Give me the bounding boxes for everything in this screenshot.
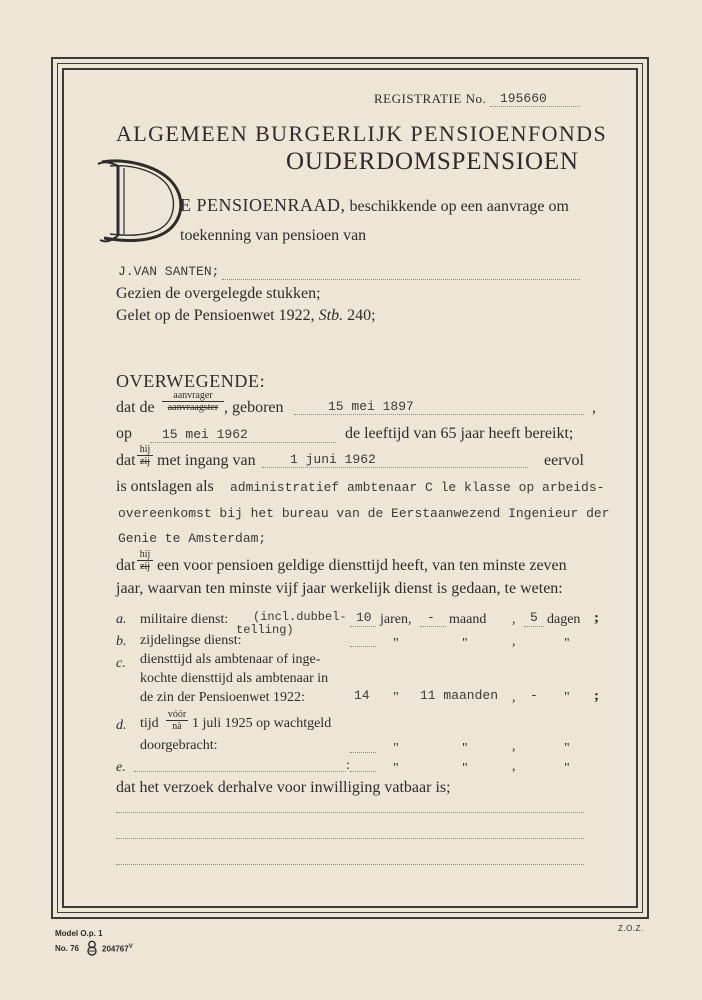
fund-title: ALGEMEEN BURGERLIJK PENSIOENFONDS	[116, 121, 608, 146]
service-d-ditto-3: "	[564, 741, 570, 756]
service-a-days: 5	[530, 610, 538, 625]
zoz-label: Z.O.Z.	[618, 924, 644, 933]
hij-zij-fraction-1	[137, 444, 153, 467]
service-a-months: -	[427, 610, 435, 625]
service-b-letter: b.	[116, 634, 127, 649]
law-stb: Stb.	[318, 307, 344, 324]
blank-line-3	[116, 864, 584, 865]
aanvraagster-option: aanvraagster	[167, 402, 219, 413]
service-b-ditto-2: "	[462, 636, 468, 651]
age-date: 15 mei 1962	[162, 427, 248, 442]
applicant-gender-fraction	[162, 390, 224, 413]
hij-zij-fraction-2	[137, 549, 153, 572]
conclusion-line: dat het verzoek derhalve voor inwilliging vatbaar is;	[116, 779, 451, 796]
consider-line3-pre: dat	[116, 452, 136, 469]
service-e-letter: e.	[116, 760, 126, 775]
age-dots	[150, 442, 336, 443]
service-c-months: 11 maanden	[420, 688, 499, 703]
registratie-number: 195660	[500, 91, 547, 106]
function-line-2: overeenkomst bij het bureau van de Eerstaanwezend Ingenieur der	[118, 506, 610, 521]
seen-line: Gezien de overgelegde stukken;	[116, 285, 321, 302]
birth-dots	[294, 414, 584, 415]
service-b-label: zijdelingse dienst:	[140, 633, 242, 648]
birth-date: 15 mei 1897	[328, 399, 414, 414]
service-d-comma: ,	[512, 739, 516, 754]
service-a-maand: maand	[449, 612, 487, 627]
print-code-sup: V	[128, 944, 133, 950]
zij-option-1: zij	[140, 456, 150, 467]
service-c-label-2: kochte diensttijd als ambtenaar in	[140, 671, 329, 686]
service-c-years: 14	[354, 688, 370, 703]
service-e-ditto-3: "	[564, 761, 570, 776]
consider-line5-rest: een voor pensioen geldige diensttijd heeft, van ten minste zeven	[157, 557, 567, 574]
blank-line-1	[116, 812, 584, 813]
aanvrager-option: aanvrager	[162, 390, 224, 402]
service-a-dagen: dagen	[547, 612, 581, 627]
dismiss-dots	[262, 467, 528, 468]
consider-line3-mid: met ingang van	[157, 452, 256, 469]
pensioenraad-caps: E PENSIOENRAAD,	[180, 195, 346, 215]
service-a-years-dots	[350, 626, 376, 627]
voor-na-fraction	[166, 709, 188, 732]
consider-line2-pre: op	[116, 425, 132, 442]
service-b-ditto-3: "	[564, 636, 570, 651]
service-b-comma: ,	[512, 634, 516, 649]
registratie-dots	[490, 106, 580, 107]
service-b-ditto-1: "	[393, 636, 399, 651]
consider-line1-pre: dat de	[116, 399, 155, 416]
service-c-letter: c.	[116, 656, 126, 671]
service-e-ditto-1: "	[393, 761, 399, 776]
pension-type: OUDERDOMSPENSIOEN	[286, 148, 579, 175]
blank-line-2	[116, 838, 584, 839]
service-c-ditto-2: "	[564, 690, 570, 705]
printer-emblem-icon	[86, 940, 98, 956]
service-e-colon: :	[346, 758, 350, 773]
service-d-pre: tijd	[140, 716, 159, 731]
decorative-initial-d	[96, 158, 188, 244]
hij-option-2: hij	[137, 549, 153, 561]
service-a-comma: ,	[512, 612, 516, 627]
service-d-label-2: doorgebracht:	[140, 738, 218, 753]
law-num: 240;	[347, 307, 376, 324]
service-a-note-2: telling)	[236, 623, 294, 637]
service-a-semicolon: ;	[594, 610, 599, 626]
service-a-days-dots	[524, 626, 544, 627]
zij-option-2: zij	[140, 561, 150, 572]
service-d-rest: 1 juli 1925 op wachtgeld	[192, 716, 332, 731]
service-e-comma: ,	[512, 759, 516, 774]
consider-line3-end: eervol	[544, 452, 584, 469]
service-e-ditto-2: "	[462, 761, 468, 776]
service-c-ditto-1: "	[393, 690, 399, 705]
consider-line1-end: ,	[592, 399, 596, 416]
applicant-name: J.VAN SANTEN;	[118, 264, 220, 279]
intro-line-2: toekenning van pensioen van	[180, 227, 367, 244]
service-a-letter: a.	[116, 612, 127, 627]
service-b-years-dots	[350, 646, 376, 647]
voor-option: vóór	[167, 709, 187, 720]
service-a-note-1: (incl.dubbel-	[253, 610, 347, 624]
service-d-ditto-2: "	[462, 741, 468, 756]
print-code	[102, 944, 133, 954]
intro-line-1	[180, 195, 569, 216]
service-c-semicolon: ;	[594, 688, 599, 704]
service-e-years-dots	[350, 771, 376, 772]
model-label: Model O.p. 1	[55, 929, 103, 938]
na-option: nà	[172, 721, 182, 732]
hij-option-1: hij	[137, 444, 153, 456]
dismiss-date: 1 juni 1962	[290, 452, 376, 467]
service-d-years-dots	[350, 752, 376, 753]
service-a-jaren: jaren,	[380, 612, 412, 627]
name-dots	[222, 279, 580, 280]
function-line-1: administratief ambtenaar C le klasse op arbeids-	[230, 480, 605, 495]
service-c-label-1: diensttijd als ambtenaar of inge-	[140, 652, 321, 667]
service-a-years: 10	[356, 610, 372, 625]
law-pre: Gelet op de Pensioenwet 1922,	[116, 307, 315, 324]
service-a-months-dots	[420, 626, 446, 627]
function-line-3: Genie te Amsterdam;	[118, 531, 267, 546]
intro-line-1-rest: beschikkende op een aanvrage om	[349, 198, 569, 215]
consider-line2-rest: de leeftijd van 65 jaar heeft bereikt;	[345, 425, 574, 442]
service-c-label-3: de zin der Pensioenwet 1922:	[140, 690, 305, 705]
registratie-label: REGISTRATIE No.	[374, 91, 487, 106]
considering-heading: OVERWEGENDE:	[116, 371, 266, 391]
consider-line6: jaar, waarvan ten minste vijf jaar werkelijk dienst is gedaan, te weten:	[116, 580, 563, 597]
form-number: No. 76	[55, 944, 80, 953]
consider-line1-mid: , geboren	[224, 399, 284, 416]
print-code-number: 204767	[102, 944, 129, 954]
service-d-letter: d.	[116, 718, 127, 733]
service-c-days: -	[530, 688, 538, 703]
service-e-dots	[134, 771, 346, 772]
consider-line5-pre: dat	[116, 557, 136, 574]
consider-line4-pre: is ontslagen als	[116, 478, 214, 495]
law-line	[116, 307, 376, 325]
service-d-ditto-1: "	[393, 741, 399, 756]
service-a-label: militaire dienst:	[140, 612, 229, 627]
service-c-comma: ,	[512, 690, 516, 705]
